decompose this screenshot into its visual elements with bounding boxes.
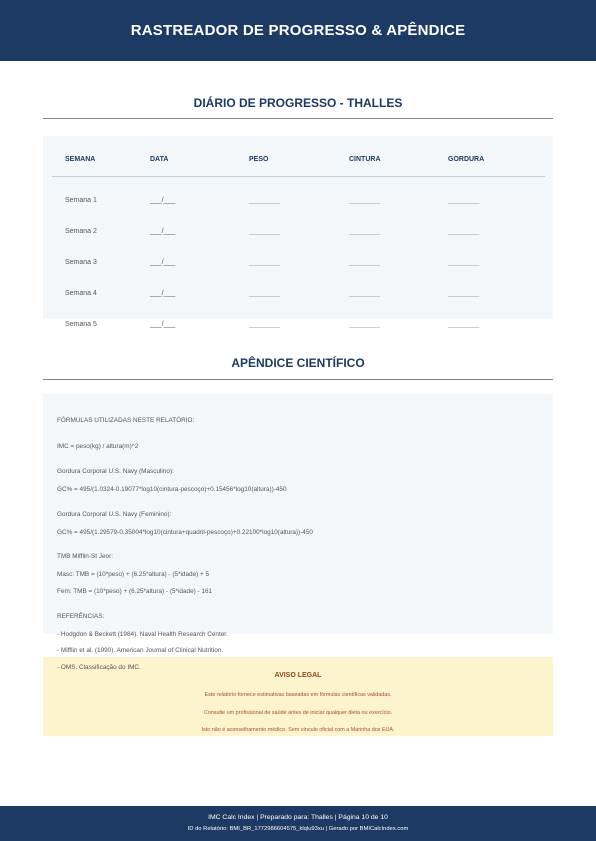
table-header-divider (52, 176, 545, 177)
column-header-date: DATA (150, 156, 169, 163)
fat-cell: ________ (448, 197, 480, 204)
page-footer (0, 806, 596, 841)
week-cell: Semana 3 (65, 259, 97, 266)
column-header-weight: PESO (249, 156, 269, 163)
legal-notice-line: Isto não é aconselhamento médico. Sem vínculo oficial com a Marinha dos EUA. (201, 727, 395, 733)
week-cell: Semana 1 (65, 197, 97, 204)
week-cell: Semana 2 (65, 228, 97, 235)
navy-male-heading: Gordura Corporal U.S. Navy (Masculino): (57, 468, 174, 475)
waist-cell: ________ (349, 321, 381, 328)
references-heading: REFERÊNCIAS: (57, 613, 105, 620)
waist-cell: ________ (349, 197, 381, 204)
formulas-heading: FÓRMULAS UTILIZADAS NESTE RELATÓRIO: (57, 417, 195, 424)
date-cell: ___/___ (150, 321, 176, 328)
navy-female-formula: GC% = 495/(1.29579-0.35004*log10(cintura+quadril-pescoço)+0.22100*log10(altura))-450 (57, 529, 313, 536)
footer-line-2: ID do Relatório: BMI_BR_1772986604575_klqlu93xu | Gerado por BMICalcIndex.com (187, 826, 409, 832)
bmr-female-formula: Fem: TMB = (10*peso) + (6.25*altura) - (5*idade) - 161 (57, 588, 213, 595)
date-cell: ___/___ (150, 290, 176, 297)
bmi-formula: IMC = peso(kg) / altura(m)^2 (57, 443, 139, 450)
fat-cell: ________ (448, 321, 480, 328)
waist-cell: ________ (349, 290, 381, 297)
week-cell: Semana 4 (65, 290, 97, 297)
bmr-male-formula: Masc: TMB = (10*peso) + (6.25*altura) - (5*idade) + 5 (57, 571, 210, 578)
column-header-week: SEMANA (65, 156, 96, 163)
navy-female-heading: Gordura Corporal U.S. Navy (Feminino): (57, 511, 172, 518)
bmr-heading: TMB Mifflin-St Jeor: (57, 553, 113, 560)
week-cell: Semana 5 (65, 321, 97, 328)
fat-cell: ________ (448, 259, 480, 266)
fat-cell: ________ (448, 228, 480, 235)
weight-cell: ________ (249, 259, 281, 266)
waist-cell: ________ (349, 259, 381, 266)
waist-cell: ________ (349, 228, 381, 235)
reference-item: - OMS. Classificação do IMC. (57, 664, 141, 671)
legal-notice-line: Este relatório fornece estimativas baseadas em fórmulas científicas validadas. (204, 692, 392, 698)
legal-notice-title: AVISO LEGAL (274, 672, 322, 679)
fat-cell: ________ (448, 290, 480, 297)
legal-notice-line: Consulte um profissional de saúde antes de iniciar qualquer dieta ou exercício. (203, 710, 393, 716)
appendix-divider (43, 379, 553, 380)
column-header-fat: GORDURA (448, 156, 485, 163)
diary-divider (43, 118, 553, 119)
diary-title: DIÁRIO DE PROGRESSO - THALLES (193, 96, 403, 110)
date-cell: ___/___ (150, 228, 176, 235)
reference-item: - Hodgdon & Beckett (1984). Naval Health Research Center. (57, 631, 228, 638)
navy-male-formula: GC% = 495/(1.0324-0.19077*log10(cintura-pescoço)+0.15456*log10(altura))-450 (57, 486, 287, 493)
date-cell: ___/___ (150, 259, 176, 266)
weight-cell: ________ (249, 290, 281, 297)
appendix-title: APÊNDICE CIENTÍFICO (231, 356, 365, 370)
header-title: RASTREADOR DE PROGRESSO & APÊNDICE (130, 22, 466, 39)
footer-line-1: IMC Calc Index | Preparado para: Thalles | Página 10 de 10 (208, 814, 388, 821)
weight-cell: ________ (249, 197, 281, 204)
page-header (0, 0, 596, 61)
date-cell: ___/___ (150, 197, 176, 204)
weight-cell: ________ (249, 321, 281, 328)
reference-item: - Mifflin et al. (1990). American Journal of Clinical Nutrition. (57, 647, 224, 654)
column-header-waist: CINTURA (349, 156, 381, 163)
weight-cell: ________ (249, 228, 281, 235)
